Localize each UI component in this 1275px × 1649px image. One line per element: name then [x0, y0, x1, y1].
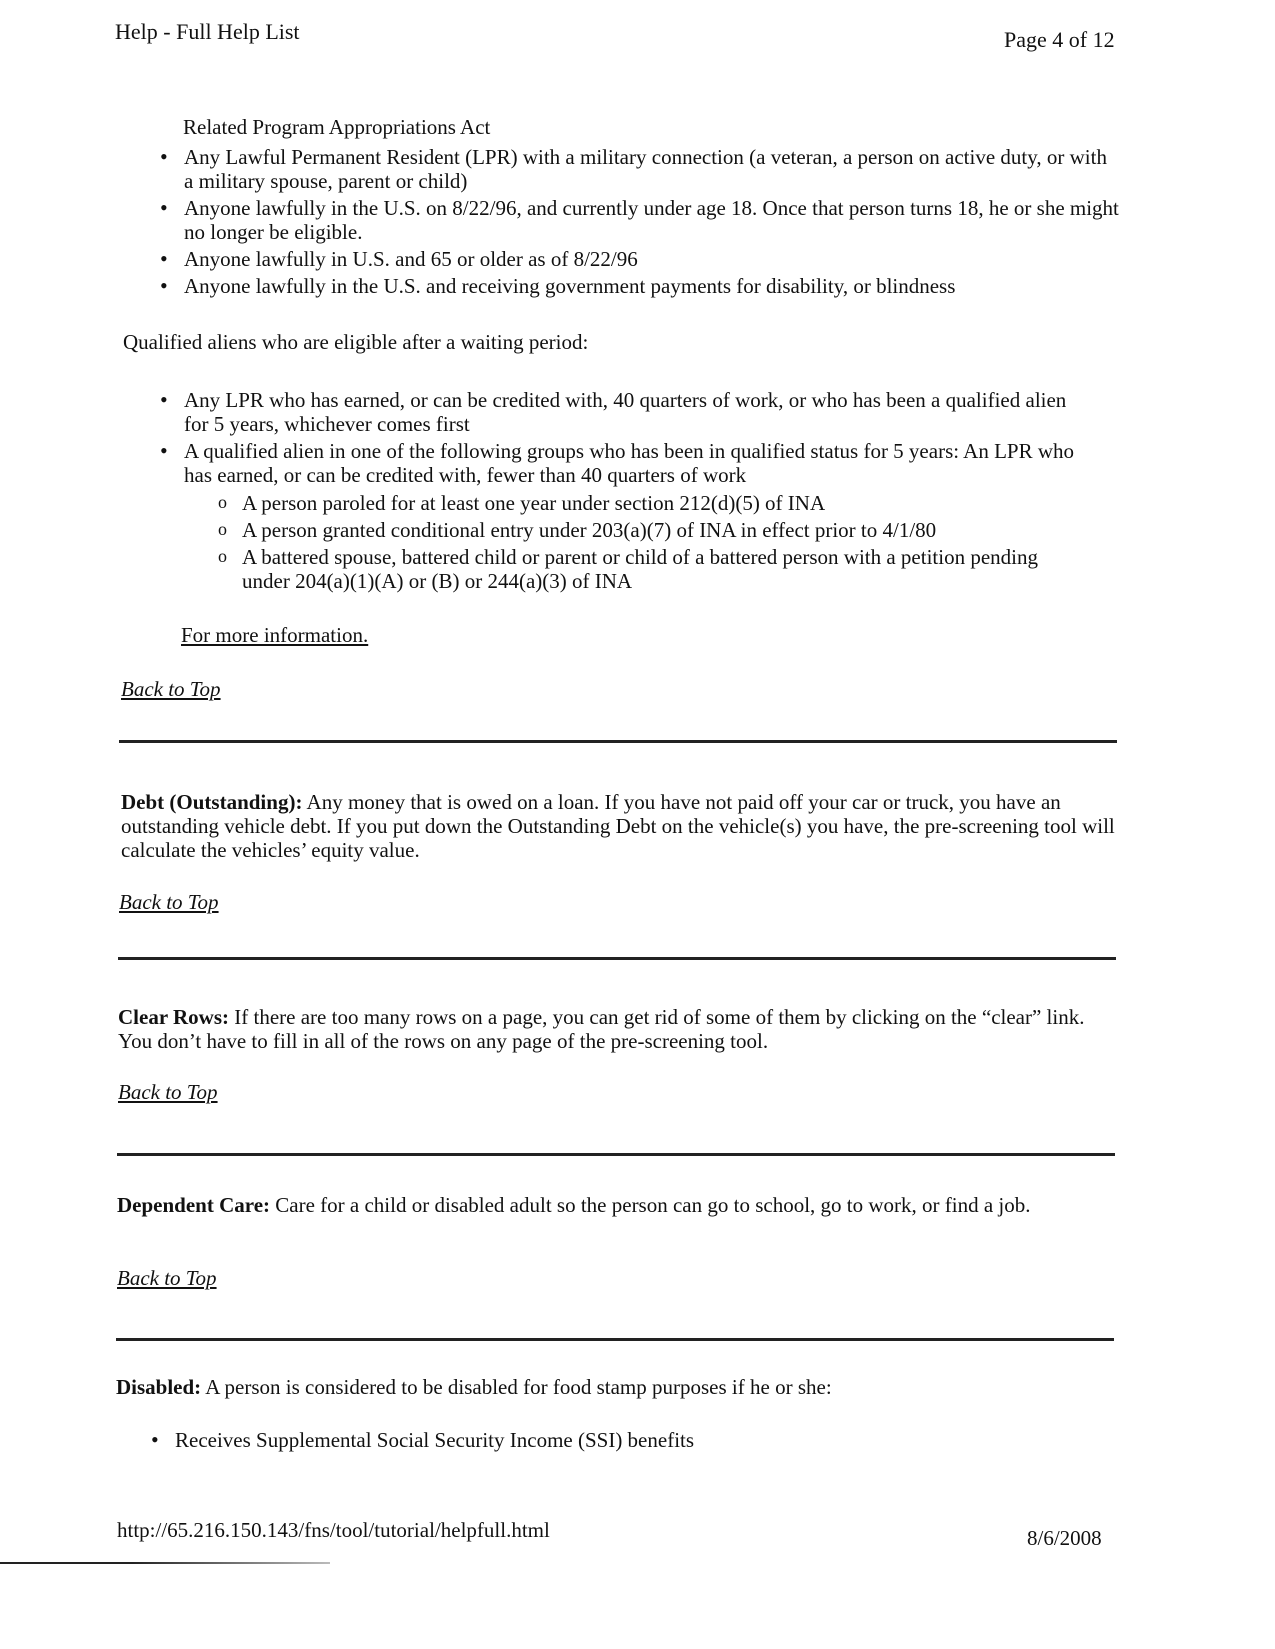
glossary-entry-debt: [121, 790, 1116, 862]
definition: If there are too many rows on a page, you can get rid of some of them by clicking on the “clear” link. You don’t have to fill in all of the rows on any page of the pre-screening tool.: [118, 1005, 1085, 1053]
glossary-entry-disabled: [116, 1375, 1116, 1399]
divider: [117, 1153, 1115, 1156]
definition: Any money that is owed on a loan. If you have not paid off your car or truck, you have an outstanding vehicle debt. If you put down the Outstanding Debt on the vehicle(s) you have, the pre-screening tool will calculate the vehicles’ equity value.: [121, 790, 1115, 862]
more-info-link[interactable]: For more information.: [181, 623, 369, 647]
term: Disabled:: [116, 1375, 202, 1399]
list-item: • Receives Supplemental Social Security Income (SSI) benefits: [151, 1428, 1051, 1452]
list-item: • A qualified alien in one of the following groups who has been in qualified status for 5 years: An LPR who has earned, or can be credited with, fewer than 40 quarters of work: [160, 439, 1090, 487]
list-item: • Anyone lawfully in U.S. and 65 or older as of 8/22/96: [160, 247, 1120, 271]
footer-url: http://65.216.150.143/fns/tool/tutorial/helpfull.html: [117, 1518, 550, 1542]
disabled-list: [151, 1428, 1051, 1455]
list-item: • Any LPR who has earned, or can be credited with, 40 quarters of work, or who has been a qualified alien for 5 years, whichever comes first: [160, 388, 1090, 436]
glossary-entry-dependent-care: [117, 1193, 1117, 1217]
waiting-heading: Qualified aliens who are eligible after a waiting period:: [123, 330, 589, 354]
definition: A person is considered to be disabled for food stamp purposes if he or she:: [201, 1375, 832, 1399]
list-item: • Any Lawful Permanent Resident (LPR) with a military connection (a veteran, a person on active duty, or with a military spouse, parent or child): [160, 145, 1120, 193]
scan-edge-line: [0, 1562, 330, 1564]
glossary-entry-clear-rows: [118, 1005, 1108, 1053]
definition: Care for a child or disabled adult so the person can go to school, go to work, or find a job.: [270, 1193, 1031, 1217]
waiting-list: [160, 388, 1090, 490]
term: Debt (Outstanding):: [121, 790, 303, 814]
list-item: • Anyone lawfully in the U.S. and receiving government payments for disability, or blindness: [160, 274, 1120, 298]
term: Dependent Care:: [117, 1193, 271, 1217]
back-to-top-link[interactable]: Back to Top: [117, 1266, 217, 1290]
list-item: o A person granted conditional entry under 203(a)(7) of INA in effect prior to 4/1/80: [218, 518, 1078, 542]
divider: [116, 1338, 1114, 1341]
continuation-text: Related Program Appropriations Act: [183, 115, 491, 139]
sub-list: [218, 491, 1078, 596]
list-item: o A person paroled for at least one year under section 212(d)(5) of INA: [218, 491, 1078, 515]
back-to-top-link[interactable]: Back to Top: [121, 677, 221, 701]
back-to-top-link[interactable]: Back to Top: [118, 1080, 218, 1104]
list-item: • Anyone lawfully in the U.S. on 8/22/96, and currently under age 18. Once that person turns 18, he or she might no longer be eligible.: [160, 196, 1120, 244]
eligible-list: [160, 145, 1120, 301]
page-number: Page 4 of 12: [1004, 27, 1115, 52]
footer-date: 8/6/2008: [1027, 1526, 1102, 1550]
divider: [118, 957, 1116, 960]
divider: [119, 740, 1117, 743]
back-to-top-link[interactable]: Back to Top: [119, 890, 219, 914]
term: Clear Rows:: [118, 1005, 230, 1029]
document-title: Help - Full Help List: [115, 19, 300, 44]
list-item: o A battered spouse, battered child or parent or child of a battered person with a petition pending under 204(a)(1)(A) or (B) or 244(a)(3) of INA: [218, 545, 1078, 593]
